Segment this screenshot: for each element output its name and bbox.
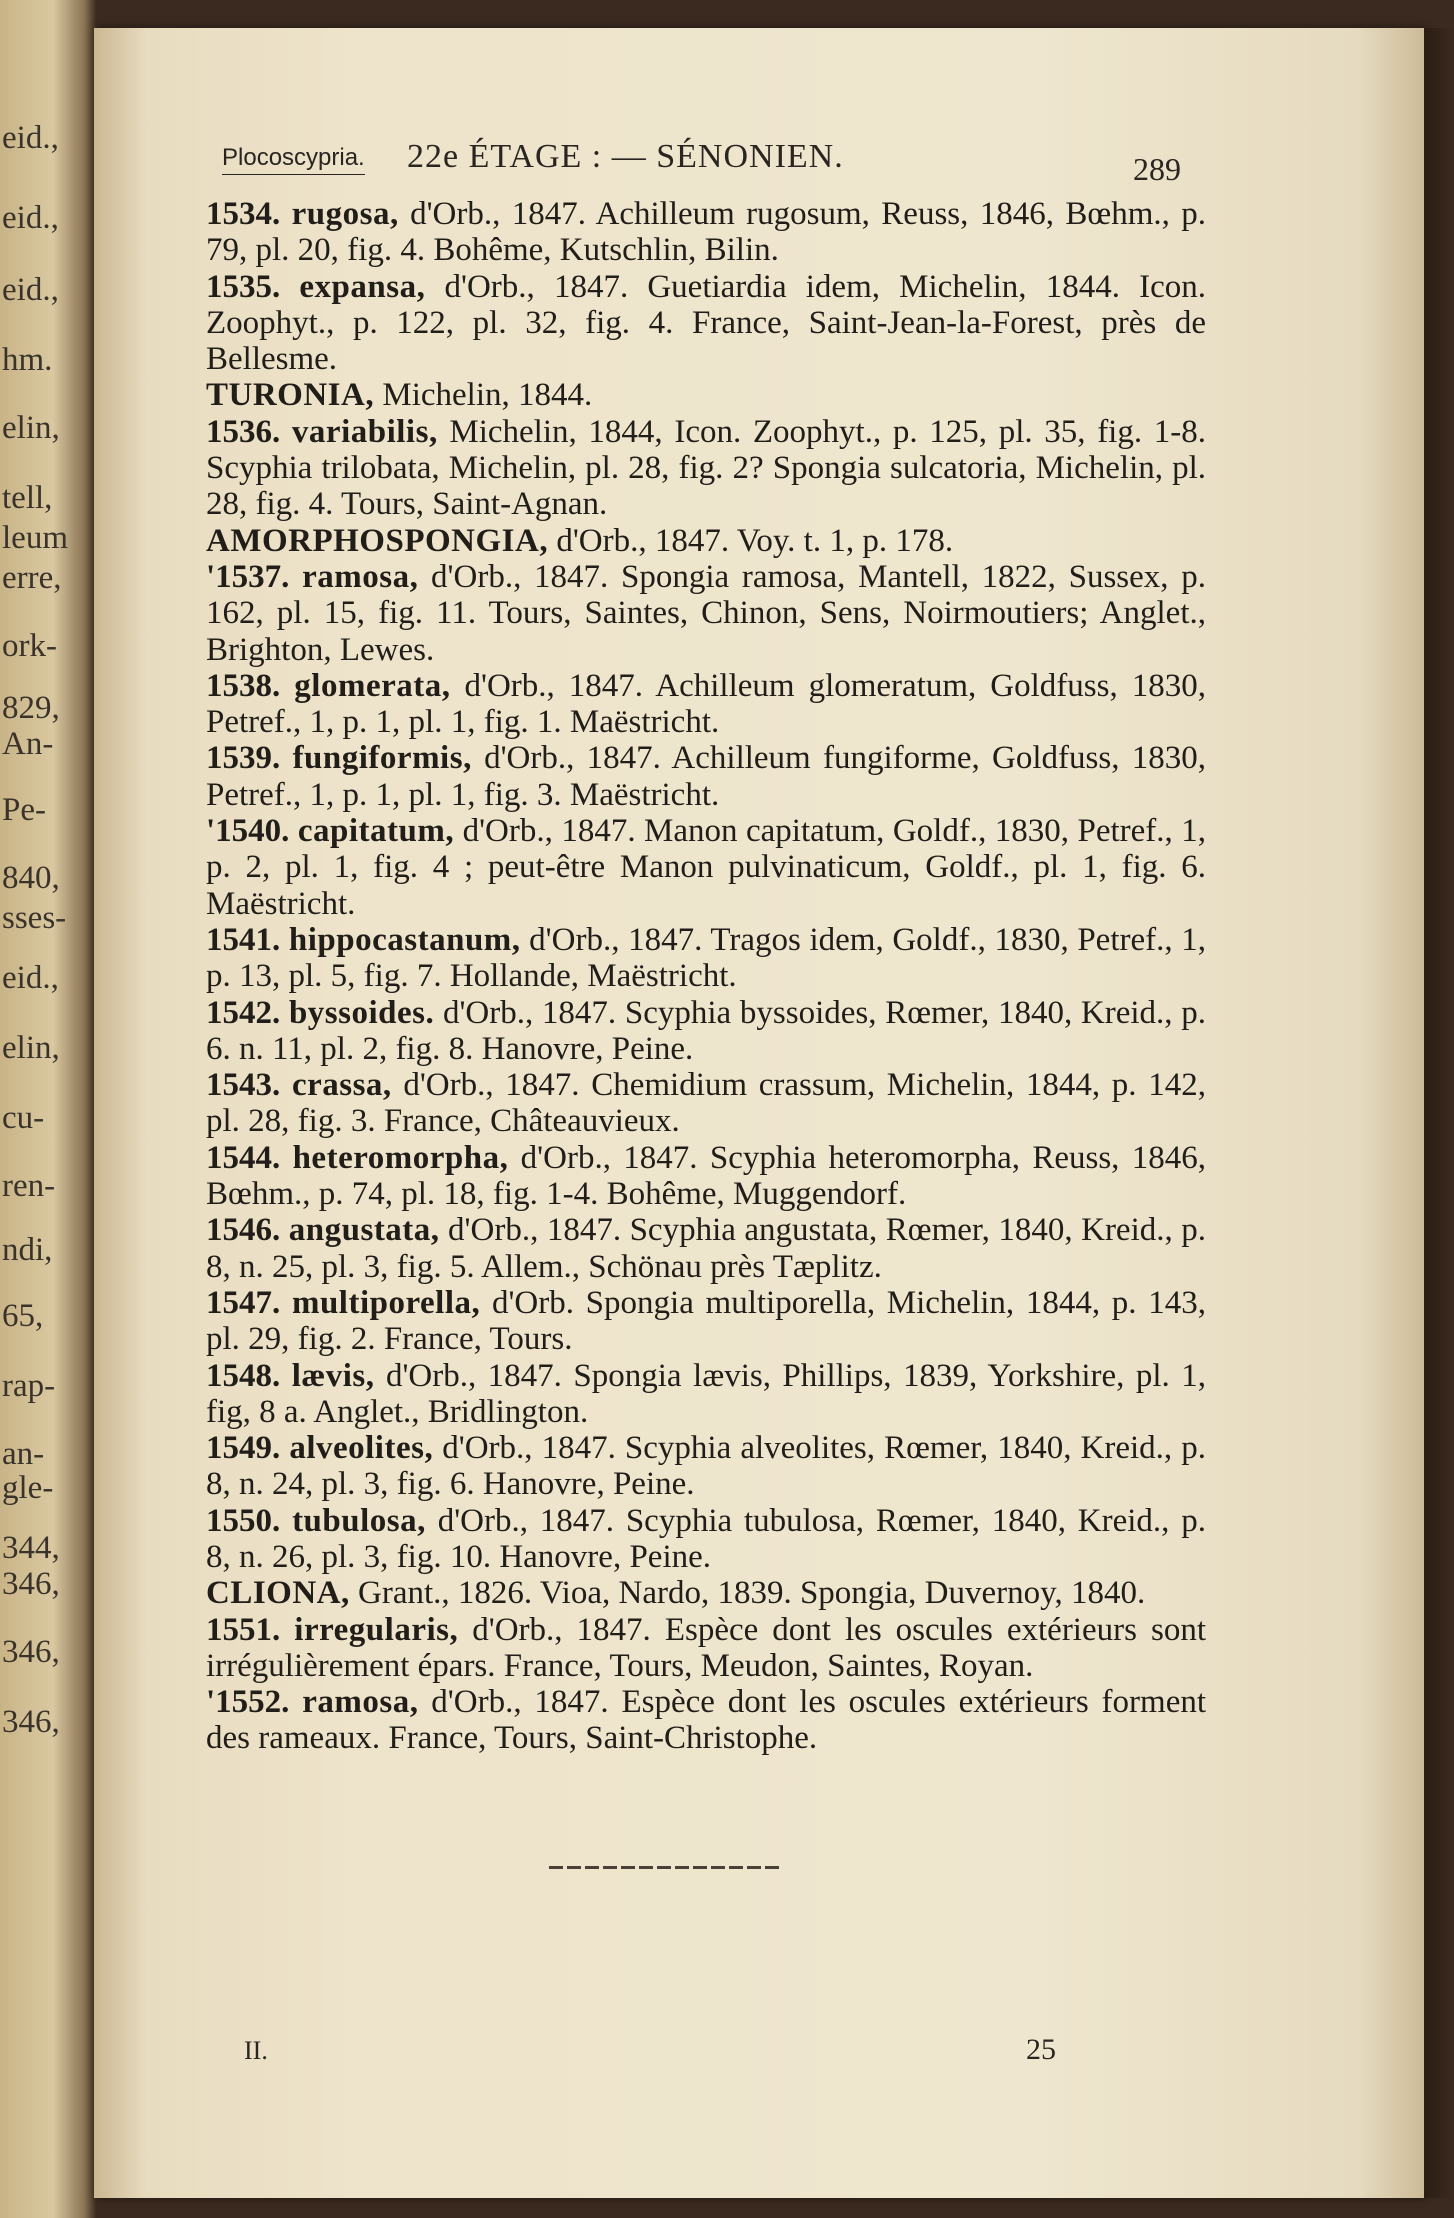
catalog-entry bbox=[206, 1430, 1206, 1503]
entry-text: d'Orb., 1847. Scyphia alveolites, Rœmer, 1840, Kreid., p. 8, n. 24, pl. 3, fig. 6. Hanovre, Peine. bbox=[206, 1430, 1206, 1503]
catalog-entry bbox=[206, 922, 1206, 995]
species-name: capitatum, bbox=[297, 813, 455, 850]
left-margin-fragment: An- bbox=[2, 726, 54, 762]
left-margin-fragment: elin, bbox=[2, 410, 60, 446]
entry-number: 1535. bbox=[206, 268, 300, 305]
entry-number: 1536. bbox=[206, 413, 292, 450]
species-name: alveolites, bbox=[289, 1430, 434, 1467]
catalog-entry bbox=[206, 1067, 1206, 1140]
left-margin-fragment: 840, bbox=[2, 860, 60, 896]
entry-text: d'Orb., 1847. Espèce dont les oscules extérieurs sont irrégulièrement épars. France, Tours, Meudon, Saintes, Royan. bbox=[206, 1611, 1206, 1684]
left-margin-fragment: 65, bbox=[2, 1298, 44, 1334]
catalog-entry bbox=[206, 559, 1206, 668]
left-margin-fragment: 346, bbox=[2, 1566, 60, 1602]
species-name: rugosa, bbox=[291, 196, 399, 232]
catalog-entry bbox=[206, 1140, 1206, 1213]
left-margin-fragment: erre, bbox=[2, 560, 62, 596]
left-margin-fragment: hm. bbox=[2, 342, 53, 378]
entry-text: d'Orb., 1847. Guetiardia idem, Michelin, 1844. Icon. Zoophyt., p. 122, pl. 32, fig. 4. France, Saint-Jean-la-Forest, près de Bellesme. bbox=[206, 268, 1206, 378]
entry-number: 1544. bbox=[206, 1139, 293, 1176]
catalog-entry bbox=[206, 414, 1206, 523]
entry-text: d'Orb., 1847. Scyphia byssoides, Rœmer, 1840, Kreid., p. 6. n. 11, pl. 2, fig. 8. Hanovre, Peine. bbox=[206, 994, 1206, 1067]
entry-text: d'Orb., 1847. Manon capitatum, Goldf., 1830, Petref., 1, p. 2, pl. 1, fig. 4 ; peut-être Manon pulvinaticum, Goldf., pl. 1, fig. 6. Maëstricht. bbox=[206, 813, 1207, 922]
entry-text: d'Orb., 1847. Scyphia heteromorpha, Reuss, 1846, Bœhm., p. 74, pl. 18, fig. 1-4. Bohême, Muggendorf. bbox=[206, 1139, 1206, 1213]
left-margin-fragment: ren- bbox=[2, 1168, 56, 1204]
catalog-entry bbox=[206, 196, 1206, 269]
catalog-entry bbox=[206, 995, 1206, 1068]
left-margin-fragment: 346, bbox=[2, 1704, 60, 1740]
species-name: hippocastanum, bbox=[288, 921, 521, 958]
entry-text: Michelin, 1844, Icon. Zoophyt., p. 125, pl. 35, fig. 1-8. Scyphia trilobata, Michelin, pl. 28, fig. 2? Spongia sulcatoria, Michelin, pl. 28, fig. 4. Tours, Saint-Agnan. bbox=[206, 413, 1207, 523]
page-edge-shadow bbox=[1424, 28, 1454, 2198]
catalog-entry bbox=[206, 1612, 1206, 1685]
species-name: variabilis, bbox=[291, 413, 438, 450]
entry-number: 1549. bbox=[206, 1430, 290, 1467]
entry-number: 1542. bbox=[206, 994, 289, 1031]
entry-text: Grant., 1826. Vioa, Nardo, 1839. Spongia, Duvernoy, 1840. bbox=[349, 1575, 1146, 1612]
catalog-entry bbox=[206, 740, 1206, 813]
genus-name: CLIONA, bbox=[206, 1575, 350, 1612]
left-page-edge bbox=[0, 0, 95, 2218]
entry-number: 1538. bbox=[206, 667, 295, 704]
left-margin-fragment: ork- bbox=[2, 628, 57, 664]
species-name: byssoides. bbox=[288, 994, 435, 1031]
left-margin-fragment: 346, bbox=[2, 1634, 60, 1670]
left-margin-fragment: cu- bbox=[2, 1100, 45, 1136]
entry-text: d'Orb., 1847. Chemidium crassum, Michelin, 1844, p. 142, pl. 28, fig. 3. France, Châteauvieux. bbox=[206, 1067, 1206, 1140]
entry-number: 1551. bbox=[206, 1611, 295, 1648]
catalog-entry bbox=[206, 1575, 1206, 1611]
entry-number: 1548. bbox=[206, 1357, 292, 1394]
entry-number: 1550. bbox=[206, 1502, 293, 1539]
entry-number: 1546. bbox=[206, 1212, 289, 1249]
entry-number: '1552. bbox=[206, 1684, 303, 1721]
catalog-entry bbox=[206, 813, 1206, 922]
species-name: ramosa, bbox=[302, 558, 419, 595]
entry-text: d'Orb., 1847. Scyphia tubulosa, Rœmer, 1840, Kreid., p. 8, n. 26, pl. 3, fig. 10. Hanovre, Peine. bbox=[206, 1502, 1206, 1575]
entry-text: d'Orb., 1847. Achilleum fungiforme, Goldfuss, 1830, Petref., 1, p. 1, pl. 1, fig. 3. Maëstricht. bbox=[206, 740, 1207, 813]
left-margin-fragment: Pe- bbox=[2, 792, 46, 828]
entry-number: 1541. bbox=[206, 921, 289, 958]
left-margin-fragment: gle- bbox=[2, 1470, 54, 1506]
entry-number: 1547. bbox=[206, 1284, 292, 1321]
catalog-entry bbox=[206, 1358, 1206, 1431]
catalog-entry bbox=[206, 1684, 1206, 1757]
catalog-entry bbox=[206, 1285, 1206, 1358]
entry-text: d'Orb., 1847. Scyphia angustata, Rœmer, 1840, Kreid., p. 8, n. 25, pl. 3, fig. 5. Allem., Schönau près Tæplitz. bbox=[206, 1212, 1207, 1285]
entry-text: d'Orb., 1847. Spongia ramosa, Mantell, 1822, Sussex, p. 162, pl. 15, fig. 11. Tours, Saintes, Chinon, Sens, Noirmoutiers; Anglet., Brighton, Lewes. bbox=[206, 558, 1206, 668]
catalog-entry bbox=[206, 1212, 1206, 1285]
page-number: 289 bbox=[1133, 151, 1181, 187]
entry-text: d'Orb., 1847. Achilleum glomeratum, Goldfuss, 1830, Petref., 1, p. 1, pl. 1, fig. 1. Maëstricht. bbox=[206, 667, 1206, 741]
species-name: expansa, bbox=[299, 268, 426, 305]
entry-number: 1543. bbox=[206, 1067, 292, 1104]
running-header bbox=[222, 138, 1222, 188]
page bbox=[94, 28, 1424, 2198]
entry-number: '1537. bbox=[206, 558, 303, 595]
genus-name: TURONIA, bbox=[206, 377, 375, 414]
left-margin-fragment: eid., bbox=[2, 120, 59, 156]
left-margin-fragment: an- bbox=[2, 1436, 45, 1472]
left-margin-fragment: leum bbox=[2, 520, 68, 556]
species-name: glomerata, bbox=[294, 667, 451, 704]
entry-number: 1539. bbox=[206, 740, 293, 777]
entry-list bbox=[206, 196, 1206, 1757]
left-margin-fragment: sses- bbox=[2, 900, 67, 936]
signature-mark: II. bbox=[244, 2036, 268, 2065]
catalog-entry bbox=[206, 377, 1206, 413]
entry-text: d'Orb., 1847. Espèce dont les oscules extérieurs forment des rameaux. France, Tours, Saint-Christophe. bbox=[206, 1684, 1207, 1757]
entry-text: d'Orb., 1847. Voy. t. 1, p. 178. bbox=[548, 522, 954, 559]
entry-text: d'Orb. Spongia multiporella, Michelin, 1844, p. 143, pl. 29, fig. 2. France, Tours. bbox=[206, 1284, 1207, 1358]
entry-number: '1540. bbox=[206, 813, 298, 850]
left-margin-fragment: eid., bbox=[2, 272, 59, 308]
species-name: angustata, bbox=[288, 1212, 440, 1249]
header-stage-title: 22e ÉTAGE : — SÉNONIEN. bbox=[407, 138, 844, 175]
catalog-entry bbox=[206, 668, 1206, 741]
gathering-number: 25 bbox=[1026, 2033, 1056, 2066]
entry-number: 1534. bbox=[206, 196, 292, 232]
catalog-entry bbox=[206, 523, 1206, 559]
left-margin-fragment: rap- bbox=[2, 1368, 56, 1404]
catalog-entry bbox=[206, 269, 1206, 378]
left-margin-fragment: 829, bbox=[2, 690, 60, 726]
left-margin-fragment: ndi, bbox=[2, 1232, 53, 1268]
species-name: heteromorpha, bbox=[292, 1139, 509, 1176]
header-genus: Plocoscypria. bbox=[222, 144, 365, 175]
left-margin-fragment: eid., bbox=[2, 200, 59, 236]
entry-text: d'Orb., 1847. Achilleum rugosum, Reuss, 1846, Bœhm., p. 79, pl. 20, fig. 4. Bohême, Kutschlin, Bilin. bbox=[206, 196, 1206, 269]
genus-name: AMORPHOSPONGIA, bbox=[206, 522, 549, 559]
entry-text: d'Orb., 1847. Tragos idem, Goldf., 1830, Petref., 1, p. 13, pl. 5, fig. 7. Hollande, Maëstricht. bbox=[206, 921, 1207, 995]
species-name: irregularis, bbox=[294, 1611, 459, 1648]
left-margin-fragment: tell, bbox=[2, 480, 53, 516]
left-margin-fragment: elin, bbox=[2, 1030, 60, 1066]
catalog-entry bbox=[206, 1503, 1206, 1576]
entry-text: d'Orb., 1847. Spongia lævis, Phillips, 1839, Yorkshire, pl. 1, fig, 8 a. Anglet., Bridlington. bbox=[206, 1357, 1206, 1430]
species-name: crassa, bbox=[291, 1067, 392, 1104]
species-name: ramosa, bbox=[302, 1684, 419, 1721]
species-name: lævis, bbox=[291, 1357, 375, 1394]
left-margin-fragment: 344, bbox=[2, 1530, 60, 1566]
end-ornament-rule bbox=[549, 1866, 779, 1869]
species-name: multiporella, bbox=[291, 1284, 481, 1321]
entry-text: Michelin, 1844. bbox=[374, 377, 593, 414]
species-name: fungiformis, bbox=[292, 740, 472, 777]
left-margin-fragment: eid., bbox=[2, 960, 59, 996]
species-name: tubulosa, bbox=[292, 1502, 426, 1539]
